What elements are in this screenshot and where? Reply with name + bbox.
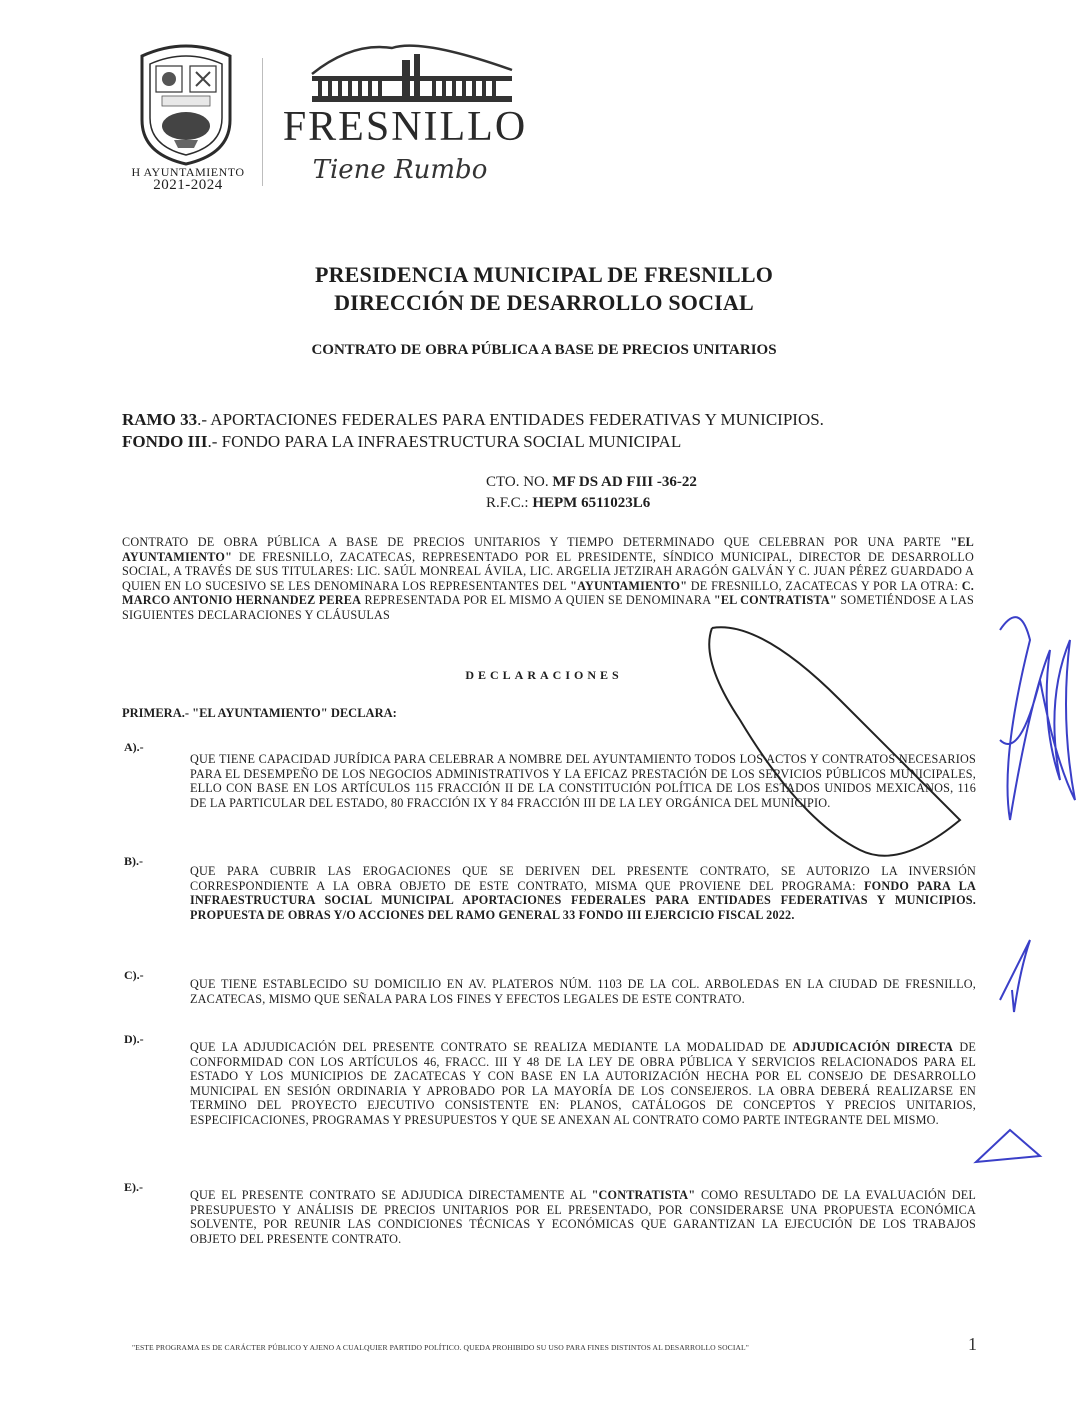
declaraciones-heading: DECLARACIONES bbox=[465, 668, 623, 682]
intro-text-2: DE FRESNILLO, ZACATECAS, REPRESENTADO POR EL PRESIDENTE, SÍNDICO MUNICIPAL, DIRECTOR DE DESARROLLO SOCIAL, A TRAVÉS DE SUS TITULARES: LIC. SAÚL MONREAL ÁVILA, LIC. ARGELIA JETZIRAH ARAGÓN GALVÁN Y C. JUAN PÉREZ GUARDADO A QUIEN EN LO SUCESIVO SE LES DENOMINARA LOS REPRESENTANTES DEL bbox=[122, 549, 974, 593]
ramo-line bbox=[122, 410, 824, 430]
contract-number-line bbox=[486, 474, 697, 491]
item-b-plain: QUE PARA CUBRIR LAS EROGACIONES QUE SE DERIVEN DEL PRESENTE CONTRATO, SE AUTORIZO LA INVERSIÓN CORRESPONDIENTE A LA OBRA OBJETO DE ESTE CONTRATO, MISMA QUE PROVIENE DEL PROGRAMA: bbox=[190, 864, 976, 893]
intro-text-3: DE FRESNILLO, ZACATECAS Y POR LA OTRA: bbox=[687, 578, 962, 593]
intro-ayuntamiento: "EL AYUNTAMIENTO" bbox=[122, 535, 974, 564]
page-number: 1 bbox=[968, 1334, 977, 1354]
seal-caption-years: 2021-2024 bbox=[153, 177, 223, 193]
rfc-value: HEPM 6511023L6 bbox=[532, 495, 651, 511]
rfc-line bbox=[486, 495, 650, 512]
item-e-plain-2: COMO RESULTADO DE LA EVALUACIÓN DEL PRESUPUESTO Y ANÁLISIS DE PRECIOS UNITARIOS POR EL PRESENTADO, POR CONSIDERARSE UNA PROPUESTA ECONÓMICA SOLVENTE, POR REUNIR LAS CONDICIONES TÉCNICAS Y ECONÓMICAS QUE GARANTIZAN LA EJECUCIÓN DE LOS TRABAJOS OBJETO DEL PRESENTE CONTRATO. bbox=[190, 1188, 976, 1246]
item-e-text bbox=[190, 1188, 976, 1246]
logo-tagline: Tiene Rumbo bbox=[312, 155, 488, 185]
intro-contratista: "EL CONTRATISTA" bbox=[713, 593, 837, 608]
item-d-plain-2: DE CONFORMIDAD CON LOS ARTÍCULOS 46, FRACC. III Y 48 DE LA LEY DE OBRA PÚBLICA Y SERVICIOS RELACIONADOS PARA EL ESTADO Y LOS MUNICIPIOS DE ZACATECAS Y CON BASE EN LA AUTORIZACIÓN HECHA POR EL CONSEJO DE DESARROLLO MUNICIPAL EN SESIÓN ORDINARIA Y APROBADO POR LA MAYORÍA DE LOS CONSEJEROS. LA OBRA DEBERÁ REALIZARSE EN TERMINO DEL PROYECTO EJECUTIVO CONSISTENTE EN: PLANOS, CATÁLOGOS DE CONCEPTOS Y PRECIOS UNITARIOS, ESPECIFICACIONES, PROGRAMAS Y PRESUPUESTOS Y QUE SE ANEXAN AL CONTRATO COMO PARTE INTEGRANTE DEL MISMO. bbox=[190, 1040, 976, 1127]
fondo-label: FONDO III bbox=[122, 432, 208, 451]
blue-signature bbox=[1000, 617, 1075, 820]
contract-type-heading: CONTRATO DE OBRA PÚBLICA A BASE DE PRECIOS UNITARIOS bbox=[311, 342, 777, 358]
blue-initial-mark bbox=[1000, 940, 1030, 1012]
footer-notice: "ESTE PROGRAMA ES DE CARÁCTER PÚBLICO Y AJENO A CUALQUIER PARTIDO POLÍTICO. QUEDA PROHIBIDO SU USO PARA FINES DISTINTOS AL DESARROLLO SOCIAL" bbox=[132, 1343, 749, 1352]
seal-caption bbox=[120, 166, 256, 192]
item-a-text: QUE TIENE CAPACIDAD JURÍDICA PARA CELEBRAR A NOMBRE DEL AYUNTAMIENTO TODOS LOS ACTOS Y CONTRATOS NECESARIOS PARA EL DESEMPEÑO DE LOS NEGOCIOS ADMINISTRATIVOS Y LA EFICAZ PRESTACIÓN DE LOS SERVICIOS PÚBLICOS MUNICIPALES, ELLO CON BASE EN LOS ARTÍCULOS 115 FRACCIÓN II DE LA CONSTITUCIÓN POLÍTICA DE LOS ESTADOS UNIDOS MEXICANOS, 116 DE LA PARTICULAR DEL ESTADO, 80 FRACCIÓN IX Y 84 FRACCIÓN III DE LA LEY ORGÁNICA DEL MUNICIPIO. bbox=[190, 752, 976, 810]
seal-caption-line1: H AYUNTAMIENTO bbox=[131, 165, 245, 179]
document-title-line2: DIRECCIÓN DE DESARROLLO SOCIAL bbox=[334, 290, 754, 315]
item-d-plain-1: QUE LA ADJUDICACIÓN DEL PRESENTE CONTRATO SE REALIZA MEDIANTE LA MODALIDAD DE bbox=[190, 1040, 793, 1054]
ramo-label: RAMO 33 bbox=[122, 410, 198, 429]
item-b-program: FONDO PARA LA INFRAESTRUCTURA SOCIAL MUNICIPAL APORTACIONES FEDERALES PARA ENTIDADES FEDERATIVAS Y MUNICIPIOS. PROPUESTA DE OBRAS Y/O ACCIONES DEL RAMO GENERAL 33 FONDO III EJERCICIO FISCAL 2022. bbox=[190, 878, 976, 922]
logo-name: FRESNILLO bbox=[282, 104, 528, 150]
blue-triangle-mark bbox=[976, 1130, 1040, 1162]
item-e-label: E).- bbox=[124, 1180, 143, 1194]
ramo-text: .- APORTACIONES FEDERALES PARA ENTIDADES FEDERATIVAS Y MUNICIPIOS. bbox=[197, 410, 824, 429]
municipal-seal bbox=[134, 42, 238, 166]
fondo-line bbox=[122, 432, 681, 452]
item-c-label: C).- bbox=[124, 968, 144, 982]
item-b-text bbox=[190, 864, 976, 922]
item-d-text bbox=[190, 1040, 976, 1128]
item-d-label: D).- bbox=[124, 1032, 144, 1046]
intro-contractor-name: C. MARCO ANTONIO HERNANDEZ PEREA bbox=[122, 578, 975, 608]
cto-label: CTO. NO. bbox=[486, 474, 549, 490]
item-a-label: A).- bbox=[124, 740, 144, 754]
item-d-modality: ADJUDICACIÓN DIRECTA bbox=[792, 1040, 954, 1054]
item-b-label: B).- bbox=[124, 854, 143, 868]
rfc-label: R.F.C.: bbox=[486, 495, 529, 511]
fondo-text: .- FONDO PARA LA INFRAESTRUCTURA SOCIAL MUNICIPAL bbox=[207, 432, 682, 451]
intro-text-5: SOMETIÉNDOSE A LAS SIGUIENTES DECLARACIONES Y CLÁUSULAS bbox=[122, 593, 975, 622]
item-e-contratista: "CONTRATISTA" bbox=[591, 1188, 696, 1202]
item-c-text: QUE TIENE ESTABLECIDO SU DOMICILIO EN AV. PLATEROS NÚM. 1103 DE LA COL. ARBOLEDAS EN LA CIUDAD DE FRESNILLO, ZACATECAS, MISMO QUE SEÑALA PARA LOS FINES Y EFECTOS LEGALES DE ESTE CONTRATO. bbox=[190, 977, 976, 1006]
diagonal-pen-stroke bbox=[709, 627, 960, 855]
header-divider bbox=[262, 58, 263, 186]
primera-heading: PRIMERA.- "EL AYUNTAMIENTO" DECLARA: bbox=[122, 706, 397, 720]
intro-text-4: REPRESENTADA POR EL MISMO A QUIEN SE DENOMINARA bbox=[361, 593, 714, 608]
cto-value: MF DS AD FIII -36-22 bbox=[552, 474, 697, 490]
intro-ayuntamiento-2: "AYUNTAMIENTO" bbox=[570, 578, 688, 593]
intro-paragraph bbox=[122, 535, 974, 623]
item-e-plain-1: QUE EL PRESENTE CONTRATO SE ADJUDICA DIRECTAMENTE AL bbox=[190, 1188, 592, 1202]
document-title-line1: PRESIDENCIA MUNICIPAL DE FRESNILLO bbox=[314, 262, 774, 287]
intro-text-1: CONTRATO DE OBRA PÚBLICA A BASE DE PRECIOS UNITARIOS Y TIEMPO DETERMINADO QUE CELEBRAN POR UNA PARTE bbox=[122, 535, 951, 549]
